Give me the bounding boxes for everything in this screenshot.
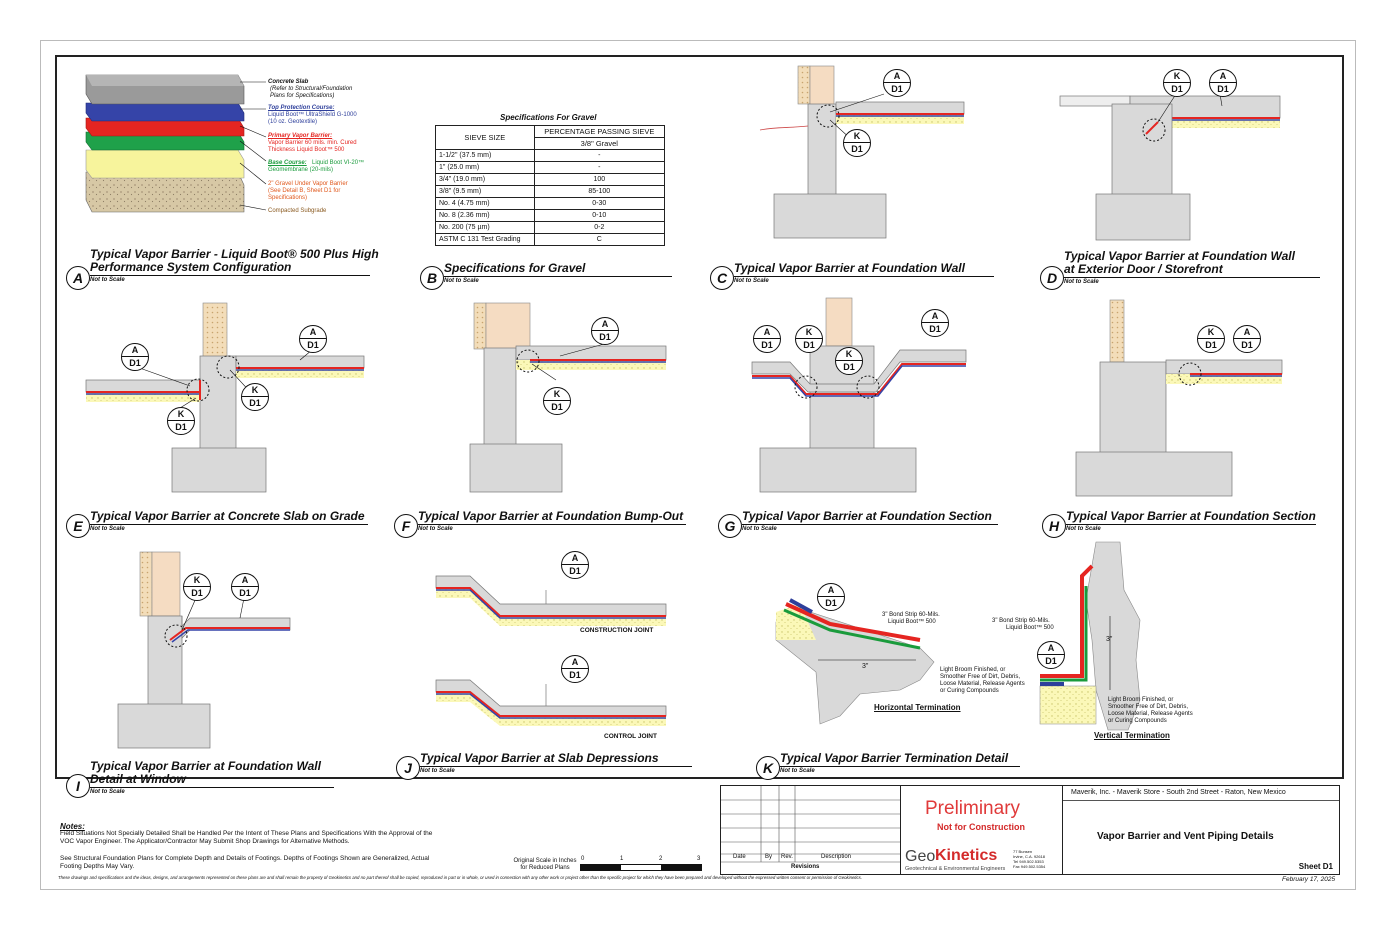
callout-bubble: A D1 [883,69,911,97]
sheet-info-block [1062,785,1340,875]
company-logo-kinetics: Kinetics [935,847,998,864]
table-row: 1" (25.0 mm) - [436,162,665,174]
callout-bubble: A D1 [1209,69,1237,97]
company-subtitle: Geotechnical & Environmental Engineers [905,866,1006,872]
rev-col-rev: Rev. [781,854,793,860]
label-construction-joint: CONSTRUCTION JOINT [580,627,654,634]
callout-bubble: K D1 [241,383,269,411]
callout-bubble: K D1 [167,407,195,435]
company-addr2: Irvine, C.A. 92618 [1013,854,1046,859]
preliminary-stamp: Preliminary [925,798,1021,819]
k-finish-h2: Smoother Free of Dirt, Debris, [940,674,1021,680]
detail-g-scale: Not to Scale [742,526,777,532]
detail-g-letter: G [718,514,742,538]
k-finish-v2: Smoother Free of Dirt, Debris, [1108,704,1189,710]
detail-a-underline [90,275,370,276]
detail-j-title: Typical Vapor Barrier at Slab Depressions [420,751,659,765]
detail-j-underline [420,766,692,767]
gravel-spec-table [435,125,665,246]
label-concrete-slab: Concrete Slab [268,79,309,85]
scale-bar [580,864,702,871]
detail-h-underline [1066,524,1316,525]
k-horizontal-termination: Horizontal Termination [874,703,961,712]
callout-bubble: K D1 [1163,69,1191,97]
detail-k-underline [780,766,1020,767]
callout-bubble: A D1 [561,551,589,579]
label-subgrade: Compacted Subgrade [268,208,327,214]
detail-g-underline [742,524,998,525]
detail-b-scale: Not to Scale [444,278,479,284]
scale-tick-3: 3 [697,856,701,862]
notes-heading: Notes: [60,822,85,831]
company-addr4: Fax 949.502.5354 [1013,864,1046,869]
label-slab-note1: (Refer to Structural/Foundation [270,86,353,92]
callout-bubble: K D1 [843,129,871,157]
k-finish-v1: Light Broom Finished, or [1108,697,1174,703]
callout-bubble: A D1 [753,325,781,353]
table-row: 3/4" (19.0 mm) 100 [436,174,665,186]
callout-bubble: K D1 [183,573,211,601]
callout-bubble: A D1 [817,583,845,611]
callout-bubble: A D1 [1037,641,1065,669]
k-bond-strip-v2: Liquid Boot™ 500 [1006,625,1054,631]
detail-f-underline [418,524,686,525]
k-finish-v3: Loose Material, Release Agents [1108,711,1193,717]
label-primary-line1: Vapor Barrier 60 mils. min. Cured [268,140,357,146]
table-row: No. 8 (2.36 mm) 0-10 [436,210,665,222]
detail-h-title: Typical Vapor Barrier at Foundation Section [1066,509,1316,523]
k-bond-strip-2: Liquid Boot™ 500 [888,619,936,625]
detail-i-underline [90,787,334,788]
detail-j-letter: J [396,756,420,780]
table-row: No. 4 (4.75 mm) 0-30 [436,198,665,210]
label-primary-line2: Thickness Liquid Boot™ 500 [268,147,345,153]
callout-bubble: A D1 [1233,325,1261,353]
callout-bubble: K D1 [835,347,863,375]
detail-e-title: Typical Vapor Barrier at Concrete Slab on Grade [90,509,365,523]
label-gravel-line2: (See Detail B, Sheet D1 for [268,188,341,194]
detail-d-scale: Not to Scale [1064,279,1099,285]
note-2a: See Structural Foundation Plans for Complete Depth and Details of Footings. Depths of Footings Shown are Generalized, Actual [60,855,430,862]
detail-d-underline [1064,277,1320,278]
label-base-line2: Geomembrane (20-mils) [268,167,334,173]
detail-a-layer-stack [86,75,266,212]
scale-bar-label2: for Reduced Plans [520,865,570,871]
label-gravel-line1: 2" Gravel Under Vapor Barrier [268,181,348,187]
table-row: 1-1/2" (37.5 mm) - [436,150,665,162]
k-bond-strip-v1: 3" Bond Strip 60-Mils. [992,618,1050,624]
detail-c-scale: Not to Scale [734,278,769,284]
detail-h-scale: Not to Scale [1066,526,1101,532]
revisions-label: Revisions [791,864,820,870]
detail-j-drawing [436,576,666,726]
company-addr1: 77 Bunsen [1013,849,1033,854]
detail-k-scale: Not to Scale [780,768,815,774]
sheet-date: February 17, 2025 [1282,876,1336,883]
detail-b-letter: B [420,266,444,290]
label-top-protection: Top Protection Course: [268,105,335,111]
detail-b-underline [444,276,672,277]
callout-bubble: A D1 [299,325,327,353]
scale-bar-label1: Original Scale in Inches [513,858,577,864]
footer-legal: These drawings and specifications and the ideas, designs, and arrangements represented on these plans are and shall remain the property of Geokinetics and no part thereof shall be copied, reproduced in part or in whole, or used in connection with any other work or project other than the specific project for which they have been prepared and developed without the expressed written consent or permission of Geokinetics. [58,875,862,880]
detail-d-letter: D [1040,266,1064,290]
detail-i-letter: I [66,774,90,798]
rev-col-date: Date [733,854,746,860]
detail-b-title: Specifications for Gravel [444,261,586,275]
sheet-title: Vapor Barrier and Vent Piping Details [1097,831,1274,842]
table-row: ASTM C 131 Test Grading C [436,234,665,246]
detail-d-title: Typical Vapor Barrier at Foundation Wall [1064,249,1295,263]
callout-bubble: A D1 [561,655,589,683]
project-name: Maverik, Inc. - Maverik Store - South 2nd Street - Raton, New Mexico [1071,789,1286,796]
detail-a-title-line2: Performance System Configuration [90,260,292,274]
detail-c-title: Typical Vapor Barrier at Foundation Wall [734,261,965,275]
table-row: No. 200 (75 µm) 0-2 [436,222,665,234]
revisions-block [720,785,904,875]
rev-col-desc: Description [821,854,852,860]
callout-bubble: K D1 [1197,325,1225,353]
detail-f-letter: F [394,514,418,538]
k-finish-h1: Light Broom Finished, or [940,667,1006,673]
col-pct-b: 3/8" Gravel [534,138,664,150]
detail-g-title: Typical Vapor Barrier at Foundation Section [742,509,992,523]
detail-h-letter: H [1042,514,1066,538]
label-control-joint: CONTROL JOINT [604,733,657,740]
scale-tick-0: 0 [581,856,585,862]
scale-tick-2: 2 [659,856,663,862]
company-block [900,785,1064,875]
label-slab-note2: Plans for Specifications) [270,93,335,99]
callout-bubble: A D1 [591,317,619,345]
label-top-line2: (10 oz. Geotextile) [268,119,318,125]
detail-k-drawing [776,542,1140,730]
k-dim-horizontal: 3" [862,663,869,670]
col-pct-a: PERCENTAGE PASSING SIEVE [534,126,664,138]
detail-c-underline [734,276,994,277]
table-row: 3/8" (9.5 mm) 85-100 [436,186,665,198]
k-dim-vertical: 3" [1106,636,1113,643]
label-base-line1: Liquid Boot VI-20™ [312,160,365,166]
label-top-line1: Liquid Boot™ UltraShield G-1000 [268,112,357,118]
label-primary-barrier: Primary Vapor Barrier: [268,133,333,139]
col-sieve-size: SIEVE SIZE [436,126,535,150]
label-gravel-line3: Specifications) [268,195,308,201]
note-1b: VOC Vapor Engineer. The Applicator/Contractor May Submit Shop Drawings for Alternative Methods. [60,838,350,845]
k-bond-strip-1: 3" Bond Strip 60-Mils. [882,612,940,618]
detail-a-scale: Not to Scale [90,277,125,283]
gravel-spec-title: Specifications For Gravel [500,113,597,122]
company-addr3: Tel 949.502.5353 [1013,859,1044,864]
callout-bubble: K D1 [543,387,571,415]
detail-e-letter: E [66,514,90,538]
callout-bubble: A D1 [921,309,949,337]
company-logo-geo: Geo [905,848,936,865]
note-2b: Footing Depths May Vary. [60,863,135,870]
k-vertical-termination: Vertical Termination [1094,731,1170,740]
detail-d-title-line2: at Exterior Door / Storefront [1064,262,1223,276]
detail-i-scale: Not to Scale [90,789,125,795]
detail-k-letter: K [756,756,780,780]
sheet-number: Sheet D1 [1298,862,1333,871]
detail-f-scale: Not to Scale [418,526,453,532]
scale-tick-1: 1 [620,856,624,862]
detail-i-title: Typical Vapor Barrier at Foundation Wall [90,759,321,773]
detail-j-scale: Not to Scale [420,768,455,774]
detail-d-drawing [1060,96,1280,240]
detail-k-title: Typical Vapor Barrier Termination Detail [780,751,1009,765]
not-for-construction: Not for Construction [937,822,1025,832]
k-finish-h3: Loose Material, Release Agents [940,681,1025,687]
label-base-course: Base Course: [268,160,307,166]
k-finish-h4: or Curing Compounds [940,688,999,694]
detail-i-title-line2: Detail at Window [90,772,186,786]
callout-bubble: A D1 [121,343,149,371]
detail-c-letter: C [710,266,734,290]
note-1a: Field Situations Not Specially Detailed Shall be Handled Per the Intent of These Plans and Specifications With the Approval of the [60,830,433,837]
callout-bubble: K D1 [795,325,823,353]
detail-e-underline [90,524,368,525]
k-finish-v4: or Curing Compounds [1108,718,1167,724]
detail-e-scale: Not to Scale [90,526,125,532]
rev-col-by: By [765,854,773,860]
detail-f-title: Typical Vapor Barrier at Foundation Bump-Out [418,509,684,523]
callout-bubble: A D1 [231,573,259,601]
detail-a-title: Typical Vapor Barrier - Liquid Boot® 500 Plus High [90,247,379,261]
detail-a-letter: A [66,266,90,290]
